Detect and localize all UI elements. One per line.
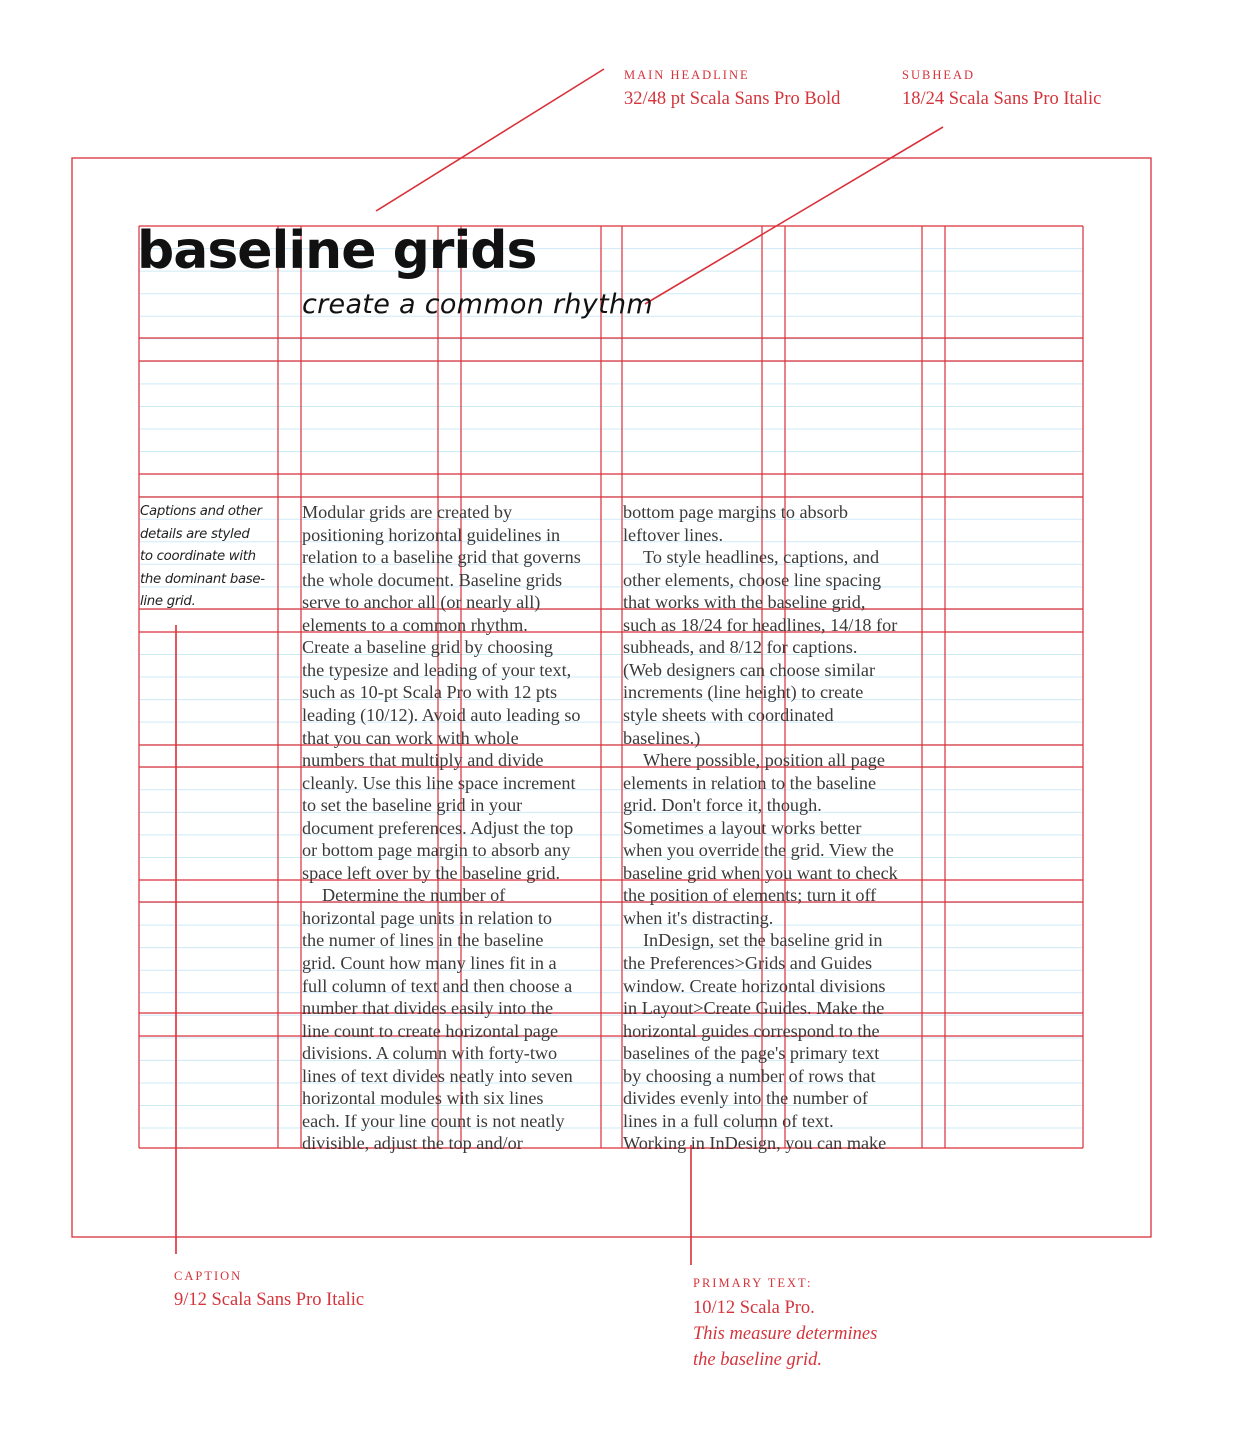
text-line: line count to create horizontal page bbox=[302, 1020, 559, 1041]
text-line: positioning horizontal guidelines in bbox=[302, 524, 561, 545]
text-line: Determine the number of bbox=[322, 885, 506, 906]
headline: baseline grids bbox=[137, 221, 537, 281]
text-line: such as 18/24 for headlines, 14/18 for bbox=[623, 614, 898, 635]
main-headline-spec: 32/48 pt Scala Sans Pro Bold bbox=[624, 89, 841, 109]
primary-text-label: PRIMARY TEXT: bbox=[693, 1276, 813, 1290]
primary-text-spec: 10/12 Scala Pro. bbox=[693, 1298, 815, 1318]
text-line: lines of text divides neatly into seven bbox=[302, 1065, 573, 1086]
text-line: the typesize and leading of your text, bbox=[302, 659, 572, 680]
subhead-spec: 18/24 Scala Sans Pro Italic bbox=[902, 89, 1102, 109]
text-line: relation to a baseline grid that governs bbox=[302, 547, 581, 568]
caption-line: to coordinate with bbox=[140, 549, 256, 565]
text-line: baseline grid when you want to check bbox=[623, 862, 898, 883]
text-line: lines in a full column of text. bbox=[623, 1110, 834, 1131]
caption-line: line grid. bbox=[140, 594, 196, 610]
text-line: Create a baseline grid by choosing bbox=[302, 637, 554, 658]
subhead-leader-line bbox=[645, 127, 943, 304]
text-line: document preferences. Adjust the top bbox=[302, 817, 574, 838]
text-line: number that divides easily into the bbox=[302, 998, 554, 1019]
text-line: bottom page margins to absorb bbox=[623, 502, 848, 522]
text-line: serve to anchor all (or nearly all) bbox=[302, 592, 541, 613]
baseline-grid bbox=[139, 249, 1083, 1128]
text-line: To style headlines, captions, and bbox=[643, 547, 880, 568]
headline-leader-line bbox=[376, 69, 604, 211]
text-line: numbers that multiply and divide bbox=[302, 750, 544, 771]
text-line: Sometimes a layout works better bbox=[623, 817, 862, 838]
text-line: elements to a common rhythm. bbox=[302, 614, 528, 635]
text-line: grid. Don't force it, though. bbox=[623, 795, 822, 816]
text-line: or bottom page margin to absorb any bbox=[302, 840, 571, 861]
text-line: (Web designers can choose similar bbox=[623, 659, 876, 680]
text-line: the numer of lines in the baseline bbox=[302, 930, 544, 951]
text-line: baselines of the page's primary text bbox=[623, 1043, 880, 1064]
text-line: the whole document. Baseline grids bbox=[302, 569, 563, 590]
text-line: leading (10/12). Avoid auto leading so bbox=[302, 704, 581, 725]
text-line: horizontal guides correspond to the bbox=[623, 1020, 880, 1041]
text-line: divisions. A column with forty-two bbox=[302, 1043, 558, 1064]
text-line: baselines.) bbox=[623, 727, 701, 748]
subhead-label: SUBHEAD bbox=[902, 68, 976, 82]
text-line: that you can work with whole bbox=[302, 727, 519, 748]
text-line: when you override the grid. View the bbox=[623, 840, 894, 861]
primary-text-note: the baseline grid. bbox=[693, 1350, 822, 1370]
text-line: such as 10-pt Scala Pro with 12 pts bbox=[302, 682, 558, 703]
text-line: to set the baseline grid in your bbox=[302, 795, 523, 816]
text-line: window. Create horizontal divisions bbox=[623, 975, 886, 996]
text-line: divides evenly into the number of bbox=[623, 1088, 868, 1109]
main-headline-label: MAIN HEADLINE bbox=[624, 68, 750, 82]
text-line: horizontal page units in relation to bbox=[302, 907, 553, 928]
text-line: when it's distracting. bbox=[623, 907, 774, 928]
caption-line: Captions and other bbox=[140, 504, 262, 519]
text-line: horizontal modules with six lines bbox=[302, 1088, 544, 1109]
primary-text-note: This measure determines bbox=[693, 1324, 878, 1344]
text-line: leftover lines. bbox=[623, 524, 723, 545]
text-line: InDesign, set the baseline grid in bbox=[643, 930, 883, 951]
text-line: the Preferences>Grids and Guides bbox=[623, 953, 873, 973]
text-line: cleanly. Use this line space increment bbox=[302, 772, 576, 793]
text-line: in Layout>Create Guides. Make the bbox=[623, 998, 885, 1019]
text-line: by choosing a number of rows that bbox=[623, 1065, 876, 1086]
text-line: Modular grids are created by bbox=[302, 502, 513, 522]
caption-line: details are styled bbox=[140, 526, 250, 542]
text-line: other elements, choose line spacing bbox=[623, 569, 882, 590]
text-line: Where possible, position all page bbox=[643, 750, 885, 771]
text-line: each. If your line count is not neatly bbox=[302, 1110, 565, 1131]
text-line: elements in relation to the baseline bbox=[623, 772, 877, 793]
caption-line: the dominant base- bbox=[140, 571, 265, 587]
text-line: space left over by the baseline grid. bbox=[302, 862, 561, 883]
text-line: increments (line height) to create bbox=[623, 682, 864, 703]
text-line: style sheets with coordinated bbox=[623, 704, 834, 725]
text-line: divisible, adjust the top and/or bbox=[302, 1133, 523, 1154]
text-line: subheads, and 8/12 for captions. bbox=[623, 637, 858, 658]
text-line: the position of elements; turn it off bbox=[623, 885, 877, 906]
module-guides bbox=[139, 226, 1083, 1148]
caption-label: CAPTION bbox=[174, 1269, 243, 1283]
text-line: that works with the baseline grid, bbox=[623, 592, 866, 613]
text-line: full column of text and then choose a bbox=[302, 975, 573, 996]
subhead: create a common rhythm bbox=[302, 289, 653, 320]
text-line: grid. Count how many lines fit in a bbox=[302, 953, 557, 973]
text-line: Working in InDesign, you can make bbox=[623, 1133, 887, 1154]
caption-spec: 9/12 Scala Sans Pro Italic bbox=[174, 1290, 365, 1310]
